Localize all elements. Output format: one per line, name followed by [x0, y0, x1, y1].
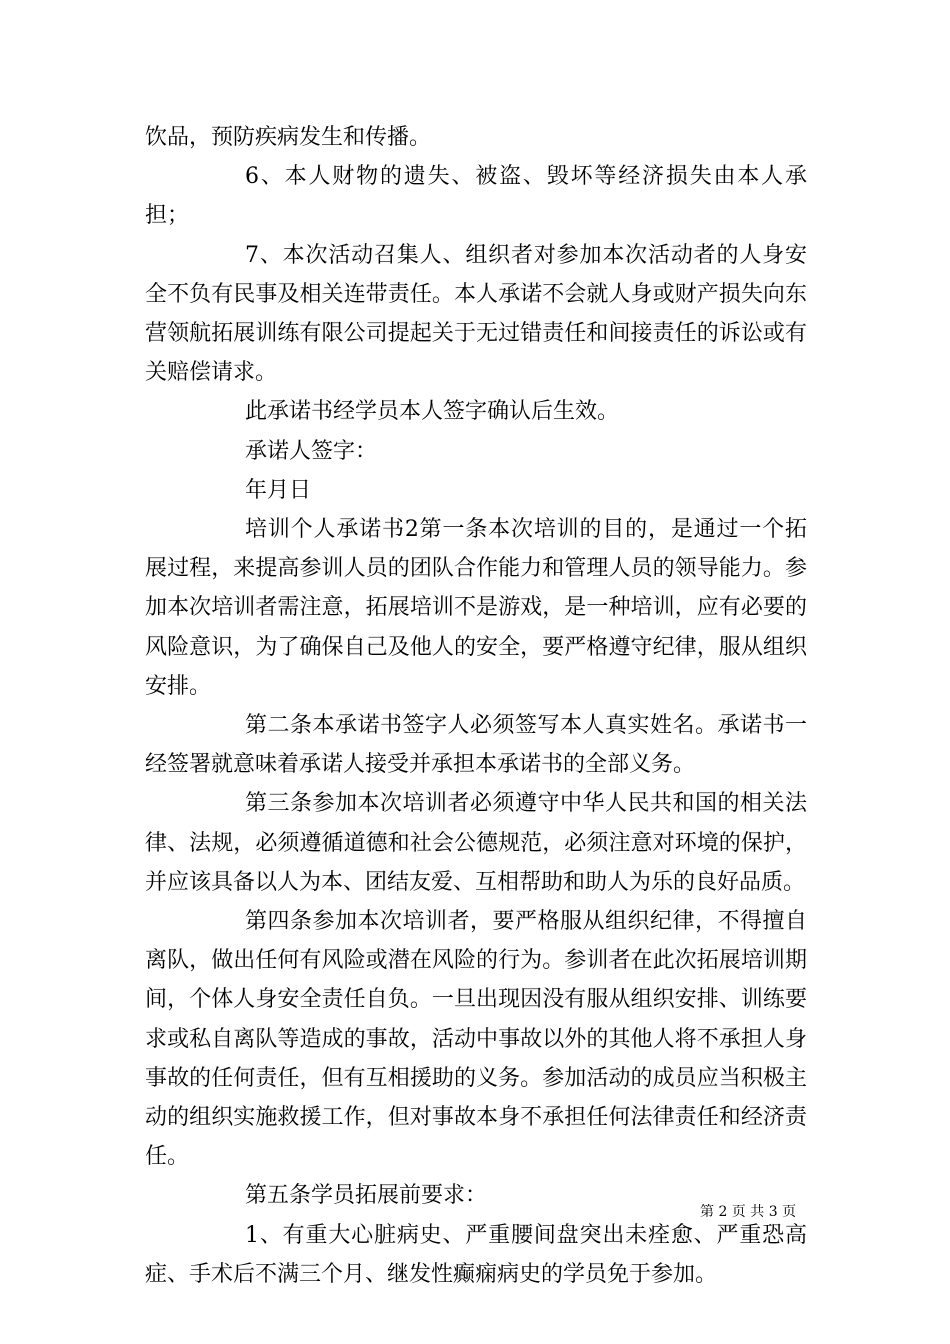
paragraph-article-3: 第三条参加本次培训者必须遵守中华人民共和国的相关法律、法规，必须遵循道德和社会公德规范，必须注意对环境的保护，并应该具备以人为本、团结友爱、互相帮助和助人为乐的良好品质。 — [145, 791, 807, 895]
paragraph-article-5: 第五条学员拓展前要求： — [245, 1183, 488, 1209]
paragraph-article-2: 第二条本承诺书签字人必须签写本人真实姓名。承诺书一经签署就意味着承诺人接受并承担本承诺书的全部义务。 — [145, 713, 807, 778]
paragraph-effective-clause: 此承诺书经学员本人签字确认后生效。 — [245, 399, 620, 425]
paragraph-date-line: 年月日 — [245, 477, 312, 503]
paragraph-item-7: 7、本次活动召集人、组织者对参加本次活动者的人身安全不负有民事及相关连带责任。本人承诺不会就人身或财产损失向东营领航拓展训练有限公司提起关于无过错责任和间接责任的诉讼或有关赔偿请求。 — [145, 242, 807, 386]
paragraph-item-6: 6、本人财物的遗失、被盗、毁坏等经济损失由本人承担； — [145, 164, 807, 229]
paragraph-article-5-item-1: 1、有重大心脏病史、严重腰间盘突出未痊愈、严重恐高症、手术后不满三个月、继发性癫痫病史的学员免于参加。 — [145, 1222, 807, 1287]
page-number-footer: 第 2 页 共 3 页 — [700, 1204, 797, 1220]
paragraph-article-1: 培训个人承诺书2第一条本次培训的目的，是通过一个拓展过程，来提高参训人员的团队合作能力和管理人员的领导能力。参加本次培训者需注意，拓展培训不是游戏，是一种培训，应有必要的风险意识，为了确保自己及他人的安全，要严格遵守纪律，服从组织安排。 — [145, 517, 807, 699]
document-page — [145, 118, 807, 1294]
paragraph-continuation: 饮品，预防疾病发生和传播。 — [145, 125, 432, 150]
paragraph-article-4: 第四条参加本次培训者，要严格服从组织纪律，不得擅自离队，做出任何有风险或潜在风险的行为。参训者在此次拓展培训期间，个体人身安全责任自负。一旦出现因没有服从组织安排、训练要求或私自离队等造成的事故，活动中事故以外的其他人将不承担人身事故的任何责任，但有互相援助的义务。参加活动的成员应当积极主动的组织实施救援工作，但对事故本身不承担任何法律责任和经济责任。 — [145, 909, 807, 1170]
paragraph-signature-line: 承诺人签字： — [245, 438, 378, 464]
